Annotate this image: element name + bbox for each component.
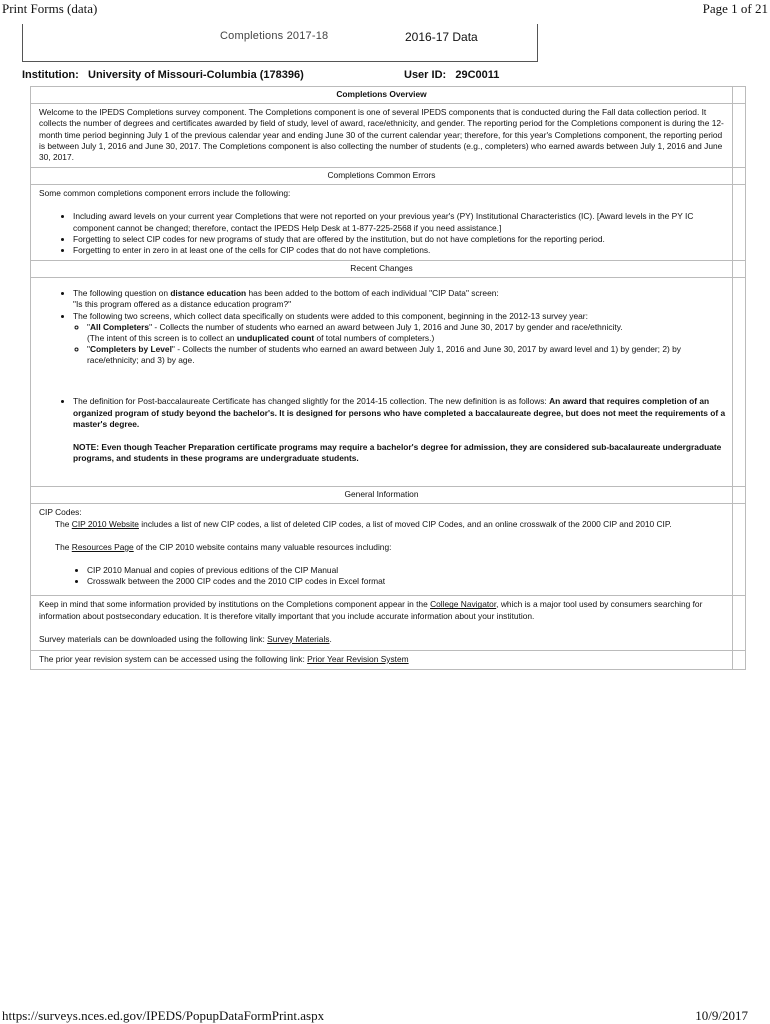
institution-name: University of Missouri-Columbia (178396) [88, 69, 304, 81]
resources-text [39, 542, 726, 553]
text-run-bold: Completers by Level [89, 344, 172, 355]
list-item: • CIP 2010 Manual and copies of previous editions of the CIP Manual [87, 565, 726, 576]
text-run: of total numbers of completers.) [314, 332, 435, 343]
recent-changes-section [31, 278, 745, 487]
cip-2010-website-link[interactable]: CIP 2010 Website [71, 518, 139, 529]
sub-list [87, 322, 726, 367]
prior-year-section [31, 651, 745, 669]
overview-text: Welcome to the IPEDS Completions survey component. The Completions component is one of several IPEDS components that is conducted during the Fall data collection period. It collects the number of degrees and certificates awarded by field of study, level of award, race/ethnicity, and gender. The reporting period for the Completions component is during the 12-month time period beginning July 1 of the previous calendar year and ending June 30 of the current calendar year; therefore, for this year's Completions component, the reporting period is between July 1, 2016 and June 30, 2017. The Completions component is also collecting the number of students (e.g., completers) who earned awards between July 1, 2016 and June 30, 2017. [39, 107, 724, 162]
data-year: 2016-17 Data [405, 30, 478, 44]
print-header-page-number: Page 1 of 21 [702, 1, 768, 16]
text-run: has been added to the bottom of each individual "CIP Data" screen: [246, 288, 499, 299]
survey-materials-text [39, 634, 726, 645]
institution-row [22, 69, 500, 81]
text-run-bold: unduplicated count [236, 332, 315, 343]
text-run: The following two screens, which collect data specifically on students were added to this component, beginning in the 2012-13 survey year: [73, 310, 588, 321]
text-run: The prior year revision system can be accessed using the following link: [39, 653, 308, 664]
text-run: of the CIP 2010 website contains many valuable resources including: [133, 541, 392, 552]
list-item [73, 288, 726, 310]
text-run: The definition for Post-baccalaureate Certificate has changed slightly for the 2014-15 collection. The new definition is as follows: [73, 396, 550, 407]
text-run: " - Collects the number of students who earned an award between July 1, 2016 and June 30, 2017 by award level and 1) by gender; 2) by race/ethnicity; and 3) by age. [87, 344, 681, 366]
cip-label: CIP Codes: [39, 507, 82, 518]
form-content [30, 86, 746, 670]
navigator-text [39, 599, 726, 621]
text-run: Keep in mind that some information provided by institutions on the Completions component appear in the [39, 599, 431, 610]
common-errors-title: Completions Common Errors [31, 168, 733, 184]
text-run: " [87, 344, 90, 355]
prior-year-text [39, 654, 726, 665]
recent-changes-title: Recent Changes [31, 261, 733, 277]
user-id-label: User ID: [404, 69, 447, 81]
overview-title-row [31, 87, 745, 104]
text-run: " - Collects the number of students who earned an award between July 1, 2016 and June 30, 2017 by gender and race/ethnicity. [149, 321, 623, 332]
text-run: includes a list of new CIP codes, a list of deleted CIP codes, a list of moved CIP Codes, and an online crosswalk of the 2000 CIP and 2010 CIP. [138, 518, 672, 529]
institution-label: Institution: [22, 69, 79, 81]
survey-title: Completions 2017-18 [220, 30, 329, 42]
recent-changes-list-2 [73, 396, 726, 464]
teacher-prep-note: NOTE: Even though Teacher Preparation certificate programs may require a bachelor's degree for admission, they are considered sub-bacalaureate undergraduate programs, and students in these programs are undergraduate students. [73, 441, 722, 464]
text-run: The following question on [73, 288, 171, 299]
print-header-title: Print Forms (data) [2, 1, 98, 16]
list-item [73, 311, 726, 367]
cip-section [31, 504, 745, 596]
distance-ed-question: "Is this program offered as a distance education program?" [73, 299, 292, 310]
text-run-bold: All Completers [89, 321, 150, 332]
text-run: The [55, 541, 72, 552]
text-run: . [329, 633, 332, 644]
resources-list [87, 565, 726, 587]
survey-materials-link[interactable]: Survey Materials [267, 633, 330, 644]
list-item [87, 344, 726, 366]
text-run: (The intent of this screen is to collect an [87, 332, 237, 343]
recent-changes-title-row [31, 261, 745, 278]
overview-section [31, 104, 745, 168]
general-info-title: General Information [31, 487, 733, 503]
list-item: • Including award levels on your current year Completions that were not reported on your previous year's (PY) Institutional Characteristics (IC). [Award levels in the PY IC component cannot be changed; therefore, contact the IPEDS Help Desk at 1-877-225-2568 if you need assistance.] [73, 211, 726, 233]
common-errors-title-row [31, 168, 745, 185]
list-item [73, 396, 726, 464]
text-run: , which is a major tool used by consumers searching for information about postsecondary education. It is therefore vitally important that you include accurate information about your institution. [39, 599, 703, 621]
print-footer-date: 10/9/2017 [695, 1008, 748, 1023]
list-item: • Forgetting to select CIP codes for new programs of study that are offered by the institution, but do not have completions for the reporting period. [73, 234, 726, 245]
list-item: • Crosswalk between the 2000 CIP codes and the 2010 CIP codes in Excel format [87, 576, 726, 587]
prior-year-revision-link[interactable]: Prior Year Revision System [307, 653, 409, 664]
text-run: Survey materials can be downloaded using the following link: [39, 633, 268, 644]
text-run: " [87, 321, 90, 332]
common-errors-section [31, 185, 745, 261]
text-run-bold: distance education [170, 288, 247, 299]
recent-changes-list [73, 288, 726, 366]
resources-page-link[interactable]: Resources Page [71, 541, 134, 552]
user-id-block [404, 69, 499, 81]
overview-title: Completions Overview [31, 87, 733, 103]
college-navigator-link[interactable]: College Navigator [430, 599, 497, 610]
common-errors-intro: Some common completions component errors include the following: [39, 188, 291, 199]
user-id-value: 29C0011 [455, 69, 500, 81]
cip-text [39, 519, 726, 530]
list-item: • Forgetting to enter in zero in at least one of the cells for CIP codes that do not have completions. [73, 245, 726, 256]
form-header-box [22, 24, 538, 62]
common-errors-list [73, 211, 726, 256]
text-run: The [55, 518, 72, 529]
list-item [87, 322, 726, 344]
print-footer-url: https://surveys.nces.ed.gov/IPEDS/PopupDataFormPrint.aspx [2, 1008, 325, 1023]
navigator-section [31, 596, 745, 651]
text-run-bold: An award that requires completion of an organized program of study beyond the bachelor's. It is designed for persons who have completed a baccalaureate degree, but does not meet the requirements of a master's degree. [73, 396, 726, 429]
general-info-title-row [31, 487, 745, 504]
